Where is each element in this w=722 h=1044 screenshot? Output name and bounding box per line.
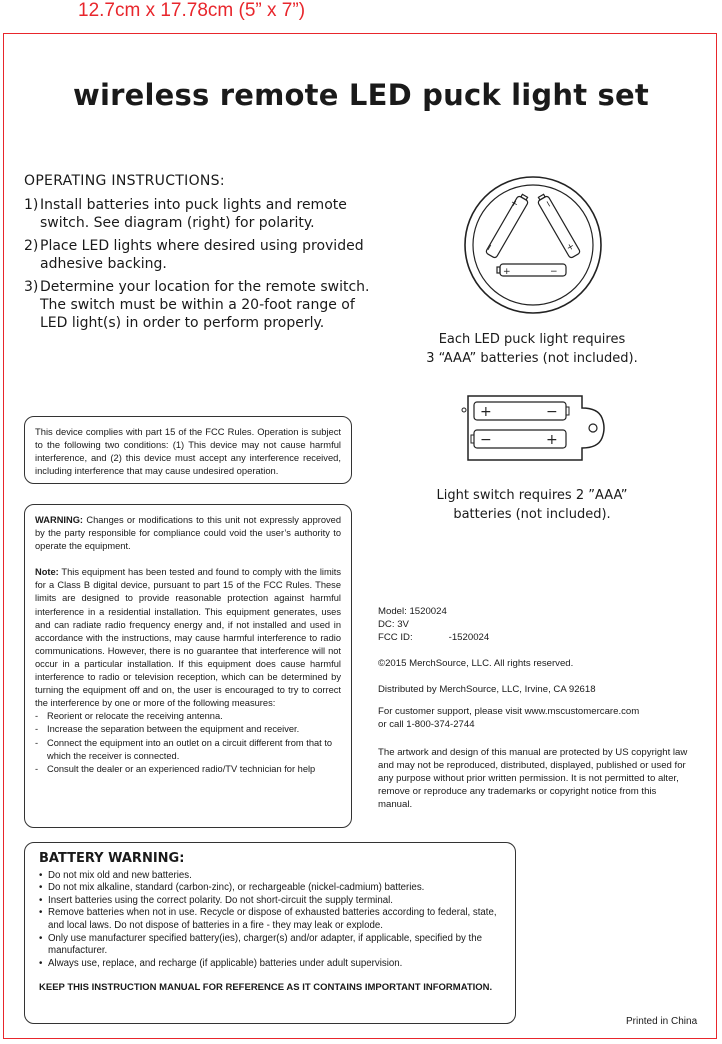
page-title: wireless remote LED puck light set	[73, 78, 649, 112]
step-number: 2)	[24, 238, 39, 254]
warning-paragraph: WARNING: Changes or modifications to this unit not expressly approved by the party responsible for compliance could void the user’s authority to operate the equipment.	[35, 515, 341, 552]
fcc-warning-box	[24, 504, 352, 828]
step-text: Determine your location for the remote switch. The switch must be within a 20-foot range of LED light(s) in order to perform properly.	[40, 279, 370, 331]
size-label: 12.7cm x 17.78cm (5” x 7”)	[78, 0, 306, 21]
list-item: - Increase the separation between the equipment and receiver.	[35, 724, 300, 735]
model-number: Model: 1520024	[378, 606, 447, 617]
list-item: - Connect the equipment into an outlet on a circuit different from that to which the receiver is connected.	[35, 737, 333, 761]
step-text: Install batteries into puck lights and remote switch. See diagram (right) for polarity.	[40, 197, 347, 231]
fcc-notice-box: This device complies with part 15 of the FCC Rules. Operation is subject to the following two conditions: (1) This device may not cause harmful interference, and (2) this device must accept any interference received, including interference that may cause undesired operation.	[24, 416, 352, 484]
distributor: Distributed by MerchSource, LLC, Irvine, CA 92618	[378, 684, 596, 695]
svg-text:−: −	[480, 432, 492, 448]
battery-warning-list	[39, 870, 501, 971]
svg-text:+: +	[563, 241, 576, 254]
step-number: 3)	[24, 279, 39, 295]
light-switch-battery-diagram	[460, 390, 612, 466]
list-item: • Always use, replace, and recharge (if applicable) batteries under adult supervision.	[39, 957, 403, 969]
operating-heading: OPERATING INSTRUCTIONS:	[24, 173, 225, 189]
step-item	[24, 278, 374, 332]
printed-in: Printed in China	[626, 1016, 698, 1027]
svg-text:+: +	[508, 197, 522, 210]
step-text: Place LED lights where desired using provided adhesive backing.	[40, 238, 364, 272]
customer-support: For customer support, please visit www.mscustomercare.com or call 1-800-374-2744	[378, 706, 640, 730]
switch-caption: Light switch requires 2 ”AAA” batteries (not included).	[436, 488, 628, 522]
list-item: • Do not mix alkaline, standard (carbon-zinc), or rechargeable (nickel-cadmium) batteries.	[39, 882, 425, 894]
measures-list	[35, 710, 341, 775]
model-info	[378, 605, 578, 644]
keep-manual-notice: KEEP THIS INSTRUCTION MANUAL FOR REFERENCE AS IT CONTAINS IMPORTANT INFORMATION.	[39, 982, 493, 994]
list-item: - Consult the dealer or an experienced radio/TV technician for help	[35, 763, 316, 774]
puck-caption: Each LED puck light requires 3 “AAA” batteries (not included).	[426, 332, 638, 366]
note-paragraph: Note: This equipment has been tested and found to comply with the limits for a Class B digital device, pursuant to part 15 of the FCC Rules. These limits are designed to provide reasonable protection against harmful interference in a residential installation. This equipment generates, uses and can radiate radio frequency energy and, if not installed and used in accordance with the instructions, may cause harmful interference to radio communications. However, there is no guarantee that interference will not occur in a particular installation. If this equipment does cause harmful interference to radio or television reception, which can be determined by turning the equipment off and on, the user is encouraged to try to correct the interference by one or more of the following measures:	[35, 567, 341, 709]
svg-text:−: −	[483, 241, 497, 254]
list-item: - Reorient or relocate the receiving antenna.	[35, 711, 223, 722]
list-item: • Do not mix old and new batteries.	[39, 869, 192, 881]
svg-text:+: +	[480, 404, 492, 420]
step-number: 1)	[24, 197, 39, 213]
svg-text:−: −	[550, 267, 558, 277]
battery-warning-heading: BATTERY WARNING:	[39, 851, 185, 866]
svg-text:−: −	[541, 198, 554, 211]
operating-instructions	[24, 172, 374, 337]
svg-text:+: +	[503, 267, 511, 277]
step-item	[24, 196, 374, 232]
copyright: ©2015 MerchSource, LLC. All rights reserved.	[378, 658, 574, 669]
svg-text:+: +	[546, 432, 558, 448]
battery-warning-box	[24, 842, 516, 1024]
list-item: • Remove batteries when not in use. Recycle or dispose of exhausted batteries according to federal, state, and local laws. Do not dispose of batteries in a fire - they may leak or explode.	[39, 907, 497, 931]
legal-notice: The artwork and design of this manual are protected by US copyright law and may not be reproduced, distributed, displayed, published or used for any purpose without prior written permission. It is not permitted to alter, remove or reproduce any trademarks or copyright notice from this manual.	[378, 747, 688, 810]
dc-rating: DC: 3V	[378, 619, 409, 630]
list-item: • Only use manufacturer specified battery(ies), charger(s) and/or adapter, if applicable, specified by the manufacturer.	[39, 932, 483, 957]
puck-light-battery-diagram	[458, 170, 608, 320]
list-item: • Insert batteries using the correct polarity. Do not short-circuit the supply terminal.	[39, 894, 393, 906]
fcc-id: FCC ID: -1520024	[378, 632, 490, 643]
step-item	[24, 237, 374, 273]
svg-text:−: −	[546, 404, 558, 420]
